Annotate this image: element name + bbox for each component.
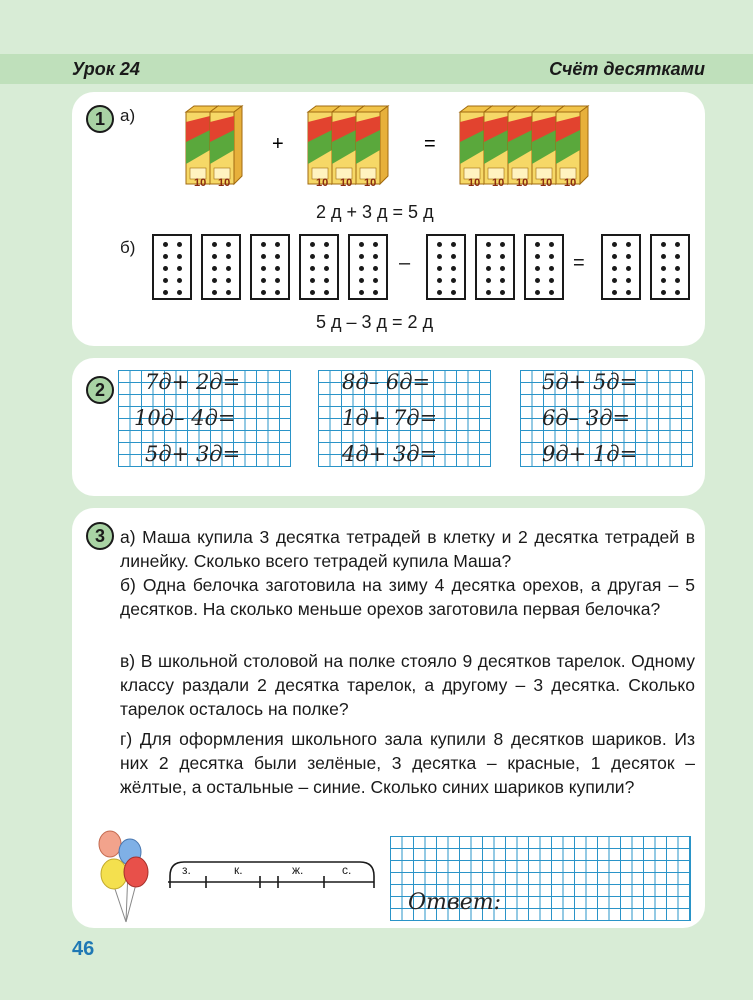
task3-panel <box>72 508 705 928</box>
exercise-3-2: 6д– 3д= <box>542 406 631 430</box>
domino-dot <box>163 242 168 247</box>
domino-dot <box>310 266 315 271</box>
domino-dot <box>310 290 315 295</box>
domino-dot <box>675 290 680 295</box>
box-label: 10 <box>194 177 207 189</box>
domino <box>475 234 515 300</box>
domino-dot <box>226 254 231 259</box>
domino-dot <box>626 290 631 295</box>
box-group-5 <box>460 106 588 189</box>
domino-dot <box>261 278 266 283</box>
domino-dot <box>451 290 456 295</box>
domino <box>250 234 290 300</box>
task1-a-label: а) <box>120 106 136 125</box>
domino-dot <box>212 290 217 295</box>
domino-dot <box>486 278 491 283</box>
domino-dot <box>226 278 231 283</box>
task3-item-a: а) Маша купила 3 десятка тетрадей в клетку и 2 десятка тетрадей в линейку. Сколько всего тетрадей купила Маша? <box>120 527 695 571</box>
domino-dot <box>661 290 666 295</box>
domino-dot <box>163 266 168 271</box>
box-label: 10 <box>564 177 577 189</box>
domino-dot <box>373 254 378 259</box>
domino-dot <box>675 242 680 247</box>
domino-dot <box>661 266 666 271</box>
exercise-3-3: 9д+ 1д= <box>542 442 638 466</box>
domino-dot <box>261 254 266 259</box>
domino-dot <box>177 290 182 295</box>
domino-dot <box>324 254 329 259</box>
domino-dot <box>226 242 231 247</box>
domino-dot <box>359 290 364 295</box>
balloons-illustration <box>92 826 162 926</box>
domino-dot <box>212 266 217 271</box>
task1-a-equation: 2 д + 3 д = 5 д <box>316 202 434 222</box>
domino-dot <box>163 290 168 295</box>
domino-dot <box>549 278 554 283</box>
domino-dot <box>675 266 680 271</box>
task3-number: 3 <box>86 522 114 550</box>
domino <box>152 234 192 300</box>
domino-dot <box>324 278 329 283</box>
domino-dot <box>500 278 505 283</box>
domino-dot <box>500 254 505 259</box>
task3-item-c: в) В школьной столовой на полке стояло 9 десятков тарелок. Одному классу раздали 2 десятка тарелок, а другому – 3 десятка. Сколько тарелок осталось на полке? <box>120 651 695 719</box>
domino-dot <box>373 278 378 283</box>
exercise-2-2: 1д+ 7д= <box>342 406 438 430</box>
domino-dot <box>675 254 680 259</box>
domino-dot <box>324 242 329 247</box>
box-label: 10 <box>516 177 529 189</box>
scale-label-green: з. <box>182 863 191 877</box>
domino-dot <box>661 242 666 247</box>
domino <box>299 234 339 300</box>
domino-dot <box>226 266 231 271</box>
domino-dot <box>612 266 617 271</box>
domino-dot <box>275 290 280 295</box>
domino-dot <box>535 290 540 295</box>
domino-dot <box>373 290 378 295</box>
plus-sign: + <box>272 133 284 155</box>
domino-dot <box>177 242 182 247</box>
domino-dot <box>261 266 266 271</box>
domino-dot <box>359 242 364 247</box>
box-group-3 <box>308 106 388 189</box>
domino-dot <box>626 242 631 247</box>
task1-number: 1 <box>86 105 114 133</box>
exercise-1-2: 10д– 4д= <box>134 406 236 430</box>
domino-dot <box>359 254 364 259</box>
domino-dot <box>437 254 442 259</box>
domino-dot <box>373 266 378 271</box>
domino-dot <box>535 242 540 247</box>
domino-dot <box>500 290 505 295</box>
domino-dot <box>310 242 315 247</box>
domino-dot <box>549 266 554 271</box>
domino-dot <box>451 254 456 259</box>
task1-b-equation: 5 д – 3 д = 2 д <box>316 312 434 332</box>
domino-dot <box>486 242 491 247</box>
box-label: 10 <box>364 177 377 189</box>
domino-dot <box>451 278 456 283</box>
domino-dot <box>177 254 182 259</box>
domino-dot <box>535 278 540 283</box>
box-label: 10 <box>340 177 353 189</box>
lesson-header <box>0 54 753 84</box>
domino-dot <box>626 254 631 259</box>
domino-dot <box>626 266 631 271</box>
exercise-2-1: 8д– 6д= <box>342 370 431 394</box>
exercise-2-3: 4д+ 3д= <box>342 442 438 466</box>
domino-dot <box>535 266 540 271</box>
domino <box>348 234 388 300</box>
equals-sign: = <box>424 133 436 155</box>
domino-dot <box>437 278 442 283</box>
domino-dot <box>535 254 540 259</box>
answer-label: Ответ: <box>408 890 501 915</box>
domino-dot <box>373 242 378 247</box>
domino-dot <box>612 278 617 283</box>
lesson-number: Урок 24 <box>72 59 140 79</box>
box-label: 10 <box>218 177 231 189</box>
box-label: 10 <box>540 177 553 189</box>
task3-item-d: г) Для оформления школьного зала купили 8 десятков шариков. Из них 2 десятка были зелёные, 3 десятка – красные, 1 десяток – жёлтые, а остальные – синие. Сколько синих шариков купили? <box>120 729 695 797</box>
task2-number: 2 <box>86 376 114 404</box>
domino-dot <box>626 278 631 283</box>
domino-dot <box>275 278 280 283</box>
domino <box>650 234 690 300</box>
domino-dot <box>437 242 442 247</box>
domino-dot <box>675 278 680 283</box>
lesson-topic: Счёт десятками <box>549 59 705 79</box>
domino-dot <box>261 290 266 295</box>
exercise-3-1: 5д+ 5д= <box>542 370 638 394</box>
tens-boxes-illustration <box>72 92 705 202</box>
task2-panel <box>72 358 705 496</box>
domino <box>524 234 564 300</box>
domino-dot <box>177 278 182 283</box>
domino-dot <box>324 290 329 295</box>
box-group-2 <box>186 106 242 189</box>
box-label: 10 <box>492 177 505 189</box>
domino-dot <box>212 254 217 259</box>
box-label: 10 <box>316 177 329 189</box>
domino-dot <box>500 242 505 247</box>
domino-dot <box>261 242 266 247</box>
domino-dot <box>212 278 217 283</box>
domino-dot <box>275 242 280 247</box>
scale-label-red: к. <box>234 863 243 877</box>
domino-dot <box>612 254 617 259</box>
domino <box>601 234 641 300</box>
exercise-1-1: 7д+ 2д= <box>145 370 241 394</box>
domino-dot <box>486 290 491 295</box>
domino-dot <box>661 254 666 259</box>
domino-dot <box>451 266 456 271</box>
domino-dot <box>359 278 364 283</box>
minus-sign: – <box>399 252 411 274</box>
domino-dot <box>549 254 554 259</box>
equals-sign: = <box>573 252 585 274</box>
task1-panel <box>72 92 705 346</box>
domino <box>426 234 466 300</box>
domino-dot <box>486 266 491 271</box>
domino <box>201 234 241 300</box>
scale-label-blue: с. <box>342 863 352 877</box>
domino-dot <box>275 266 280 271</box>
domino-dot <box>212 242 217 247</box>
domino-dot <box>437 266 442 271</box>
exercise-1-3: 5д+ 3д= <box>145 442 241 466</box>
domino-dot <box>437 290 442 295</box>
domino-dot <box>612 290 617 295</box>
domino-dot <box>612 242 617 247</box>
domino-dot <box>163 278 168 283</box>
domino-dot <box>451 242 456 247</box>
task1-b-label: б) <box>120 238 136 257</box>
domino-dot <box>486 254 491 259</box>
task3-item-b: б) Одна белочка заготовила на зиму 4 десятка орехов, а другая – 5 десятков. На сколько меньше орехов заготовила первая белочка? <box>120 575 695 619</box>
domino-dot <box>549 290 554 295</box>
domino-dot <box>324 266 329 271</box>
page-number: 46 <box>72 938 95 960</box>
box-label: 10 <box>468 177 481 189</box>
domino-dot <box>177 266 182 271</box>
domino-dot <box>661 278 666 283</box>
domino-dot <box>310 254 315 259</box>
domino-dot <box>163 254 168 259</box>
domino-dot <box>549 242 554 247</box>
domino-dot <box>500 266 505 271</box>
domino-dot <box>359 266 364 271</box>
domino-dot <box>310 278 315 283</box>
domino-dot <box>275 254 280 259</box>
domino-dot <box>226 290 231 295</box>
scale-label-yellow: ж. <box>292 863 304 877</box>
